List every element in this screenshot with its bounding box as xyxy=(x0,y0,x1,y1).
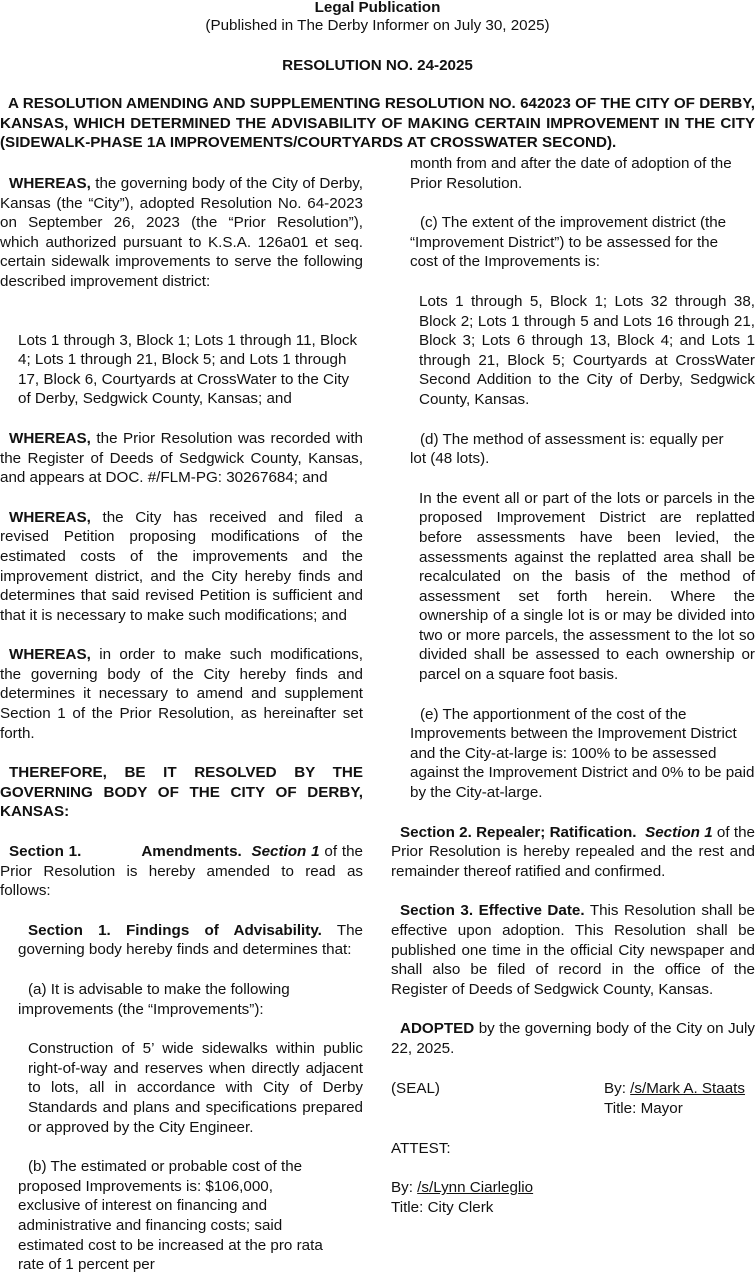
by-label: By: xyxy=(604,1079,631,1097)
attest-label: ATTEST: xyxy=(391,1139,451,1157)
clause-a: (a) It is advisable to make the following improvements (the “Improvements”): xyxy=(18,981,290,1018)
right-column xyxy=(391,154,755,1217)
section-3-text: This Resolution shall be effective upon adoption. This Resolution shall be published one time in the official City newspaper and shall also be filed of record in the office of the Register of Deeds of Sedgwick County, Kansas. xyxy=(391,902,755,998)
clause-c: (c) The extent of the improvement district (the “Improvement District”) to be assessed for the cost of the Improvements is: xyxy=(410,214,727,271)
clerk-title: Title: City Clerk xyxy=(391,1198,494,1216)
adopted-lead: ADOPTED xyxy=(400,1020,475,1038)
replat-provision: In the event all or part of the lots or parcels in the proposed Improvement District are replatted before assessments have been levied, the assessments against the replatted area shall be recalculated on the basis of the method of assessment set forth herein. Where the ownership of a single lot is or may be divided into two or more parcels, the assessment to the lot so divided shall be assessed to each ownership or parcel on a square foot basis. xyxy=(419,489,755,684)
section-2-heading: Section 2. Repealer; Ratification. xyxy=(400,823,637,841)
mayor-signature: /s/Mark A. Staats xyxy=(630,1079,745,1097)
section-1-heading: Amendments. xyxy=(141,843,242,861)
section-2-reference: Section 1 xyxy=(645,823,713,841)
construction-description: Construction of 5’ wide sidewalks within public right-of-way and reserves when directly adjacent to lots, all in accordance with City of Derby Standards and plans and specifications prepared or approved by the City Engineer. xyxy=(28,1040,363,1136)
prior-improvement-district: Lots 1 through 3, Block 1; Lots 1 through 11, Block 4; Lots 1 through 21, Block 5; and Lots 1 through 17, Block 6, Courtyards at CrossWater to the City of Derby, Sedgwick County, Kansas; and xyxy=(18,331,358,408)
whereas-4-lead: WHEREAS, xyxy=(9,646,91,664)
whereas-3-lead: WHEREAS, xyxy=(9,508,91,526)
section-3-effective-date xyxy=(391,901,755,999)
whereas-2 xyxy=(0,429,363,488)
section-1-amendments xyxy=(0,842,363,901)
mayor-signature-line xyxy=(604,1079,745,1099)
by-label-clerk: By: xyxy=(391,1179,418,1197)
adopted-clause xyxy=(391,1019,755,1058)
section-1-label: Section 1. xyxy=(9,843,82,861)
resolution-title: A RESOLUTION AMENDING AND SUPPLEMENTING RESOLUTION NO. 642023 OF THE CITY OF DERBY, KANSAS, WHICH DETERMINED THE ADVISABILITY OF MAKING CERTAIN IMPROVEMENT IN THE CITY (SIDEWALK-PHASE 1A IMPROVEMENTS/COURTYARDS AT CROSSWATER SECOND). xyxy=(0,95,755,152)
whereas-1-lead: WHEREAS, xyxy=(9,175,91,192)
clause-e: (e) The apportionment of the cost of the Improvements between the Improvement District and the City-at-large is: 100% to be assessed against the Improvement District and 0% to be paid by the City-at-large. xyxy=(410,705,755,802)
clerk-signature-line xyxy=(391,1178,755,1198)
clause-b-continued: month from and after the date of adoption of the Prior Resolution. xyxy=(410,155,732,192)
clause-b: (b) The estimated or probable cost of the proposed Improvements is: $106,000, exclusive of interest on financing and administrative and financing costs; said estimated cost to be increased at the pro rata rate of 1 percent per xyxy=(18,1158,323,1274)
mayor-signature-block xyxy=(391,1079,755,1119)
findings-of-advisability xyxy=(18,921,363,960)
clause-d: (d) The method of assessment is: equally per lot (48 lots). xyxy=(410,430,724,468)
whereas-4 xyxy=(0,645,363,743)
resolution-number: RESOLUTION NO. 24-2025 xyxy=(282,57,473,74)
publication-note: (Published in The Derby Informer on July 30, 2025) xyxy=(205,17,550,34)
seal-label: (SEAL) xyxy=(391,1079,440,1097)
improvement-district-lots: Lots 1 through 5, Block 1; Lots 32 through 38, Block 2; Lots 1 through 5 and Lots 16 through 21, Block 3; Lots 6 through 13, Block 4; and Lots 1 through 21, Block 5; Courtyards at CrossWater Second Addition to the City of Derby, Sedgwick County, Kansas. xyxy=(419,292,755,408)
whereas-3-text: the City has received and filed a revised Petition proposing modifications of the estimated costs of the improvements and the improvement district, and the City hereby finds and determines that said revised Petition is sufficient and that it is necessary to make such modifications; and xyxy=(0,508,363,624)
whereas-2-text: the Prior Resolution was recorded with the Register of Deeds of Sedgwick County, Kansas, and appears at DOC. #/FLM-PG: 30267684; and xyxy=(0,429,363,487)
whereas-1 xyxy=(0,174,363,292)
findings-text: The governing body hereby finds and determines that: xyxy=(18,921,363,959)
left-column xyxy=(0,174,363,1275)
whereas-3 xyxy=(0,508,363,626)
legal-publication-heading: Legal Publication xyxy=(314,0,441,16)
adopted-text: by the governing body of the City on July 22, 2025. xyxy=(391,1020,755,1057)
mayor-title: Title: Mayor xyxy=(604,1099,683,1117)
clerk-signature: /s/Lynn Ciarleglio xyxy=(417,1179,534,1197)
whereas-4-text: in order to make such modifications, the governing body of the City hereby finds and determines it necessary to amend and supplement Section 1 of the Prior Resolution, as hereinafter set forth. xyxy=(0,646,363,742)
findings-heading: Section 1. Findings of Advisability. xyxy=(28,921,322,939)
section-2-repealer xyxy=(391,823,755,882)
section-1-reference: Section 1 xyxy=(251,843,320,861)
section-1-text: of the Prior Resolution is hereby amended to read as follows: xyxy=(0,843,363,900)
section-2-text: of the Prior Resolution is hereby repealed and the rest and remainder thereof ratified and confirmed. xyxy=(391,823,755,880)
section-3-heading: Section 3. Effective Date. xyxy=(400,902,585,920)
whereas-2-lead: WHEREAS, xyxy=(9,429,91,447)
whereas-1-text: the governing body of the City of Derby, Kansas (the “City”), adopted Resolution No. 64-2023 on September 26, 2023 (the “Prior Resolution”), which authorized pursuant to K.S.A. 126a01 et seq. certain sidewalk improvements to serve the following described improvement district: xyxy=(0,175,363,290)
therefore-clause: THEREFORE, BE IT RESOLVED BY THE GOVERNING BODY OF THE CITY OF DERBY, KANSAS: xyxy=(0,764,363,821)
